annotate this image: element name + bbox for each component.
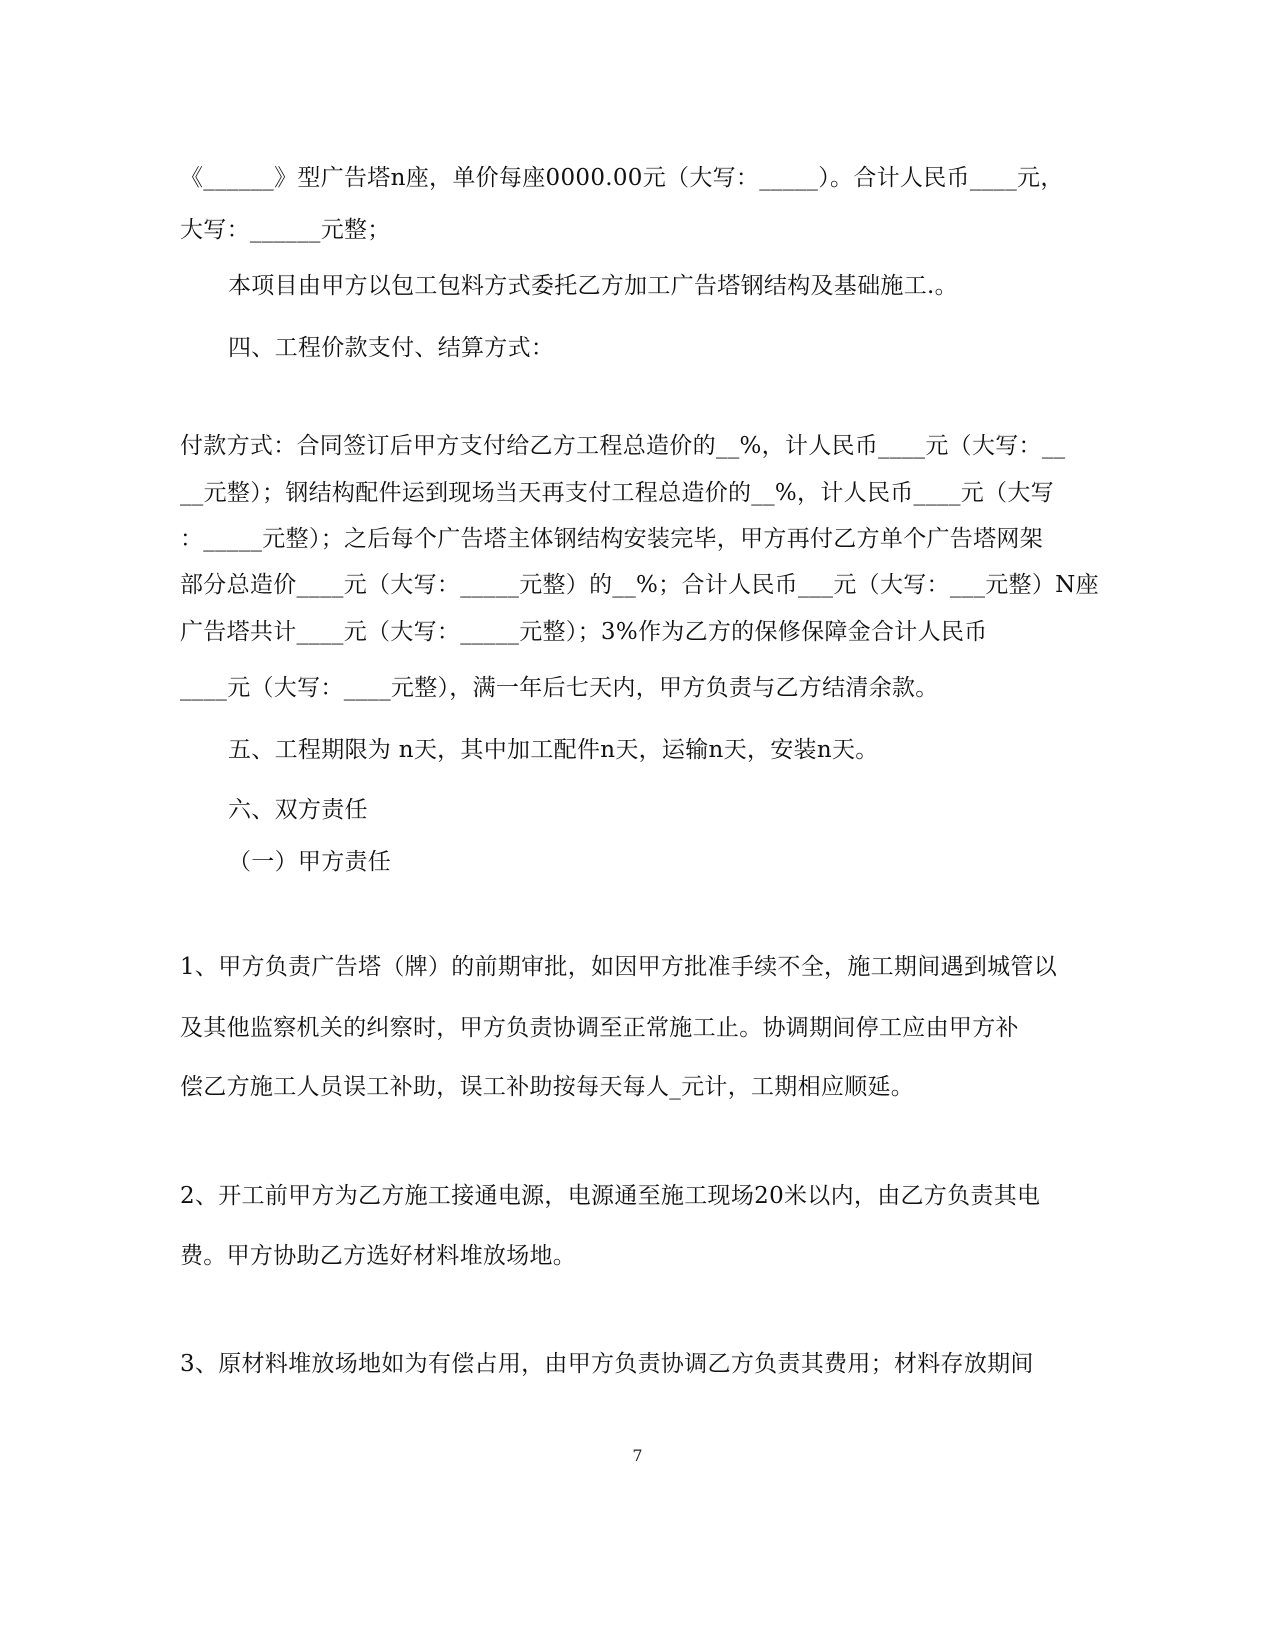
paragraph-text: 五、工程期限为 n天，其中加工配件n天，运输n天，安装n天。: [228, 737, 879, 763]
text-line: 1、甲方负责广告塔（牌）的前期审批，如因甲方批准手续不全，施工期间遇到城管以: [180, 954, 1058, 980]
text-line: 2、开工前甲方为乙方施工接通电源，电源通至施工现场20米以内，由乙方负责其电: [180, 1183, 1041, 1209]
text-line: 付款方式：合同签订后甲方支付给乙方工程总造价的__%，计人民币____元（大写：__: [180, 433, 1066, 459]
section-heading: 六、双方责任: [228, 797, 368, 823]
text-line: ：_____元整）；之后每个广告塔主体钢结构安装完毕，甲方再付乙方单个广告塔网架: [180, 526, 1043, 552]
section-heading: 四、工程价款支付、结算方式：: [228, 335, 555, 361]
page-number: 7: [632, 1446, 643, 1465]
text-line: 《______》型广告塔n座，单价每座0000.00元（大写：_____）。合计人民币____元，: [180, 165, 1064, 191]
text-line: ____元（大写：____元整），满一年后七天内，甲方负责与乙方结清余款。: [180, 675, 939, 701]
text-line: 3、原材料堆放场地如为有偿占用，由甲方负责协调乙方负责其费用；材料存放期间: [180, 1351, 1034, 1377]
text-line: 费。甲方协助乙方选好材料堆放场地。: [180, 1243, 577, 1269]
text-line: 部分总造价____元（大写：_____元整）的__%；合计人民币___元（大写：___元整）N座: [180, 572, 1099, 598]
text-line: 偿乙方施工人员误工补助，误工补助按每天每人_元计，工期相应顺延。: [180, 1074, 915, 1100]
text-line: 及其他监察机关的纠察时，甲方负责协调至正常施工止。协调期间停工应由甲方补: [180, 1015, 1019, 1041]
text-line: 大写：______元整；: [180, 217, 391, 243]
text-line: 广告塔共计____元（大写：_____元整）；3%作为乙方的保修保障金合计人民币: [180, 619, 988, 645]
subsection-heading: （一）甲方责任: [228, 849, 392, 875]
paragraph-text: 本项目由甲方以包工包料方式委托乙方加工广告塔钢结构及基础施工.。: [228, 273, 958, 299]
text-line: __元整）；钢结构配件运到现场当天再支付工程总造价的__%，计人民币____元（大写: [180, 480, 1054, 506]
